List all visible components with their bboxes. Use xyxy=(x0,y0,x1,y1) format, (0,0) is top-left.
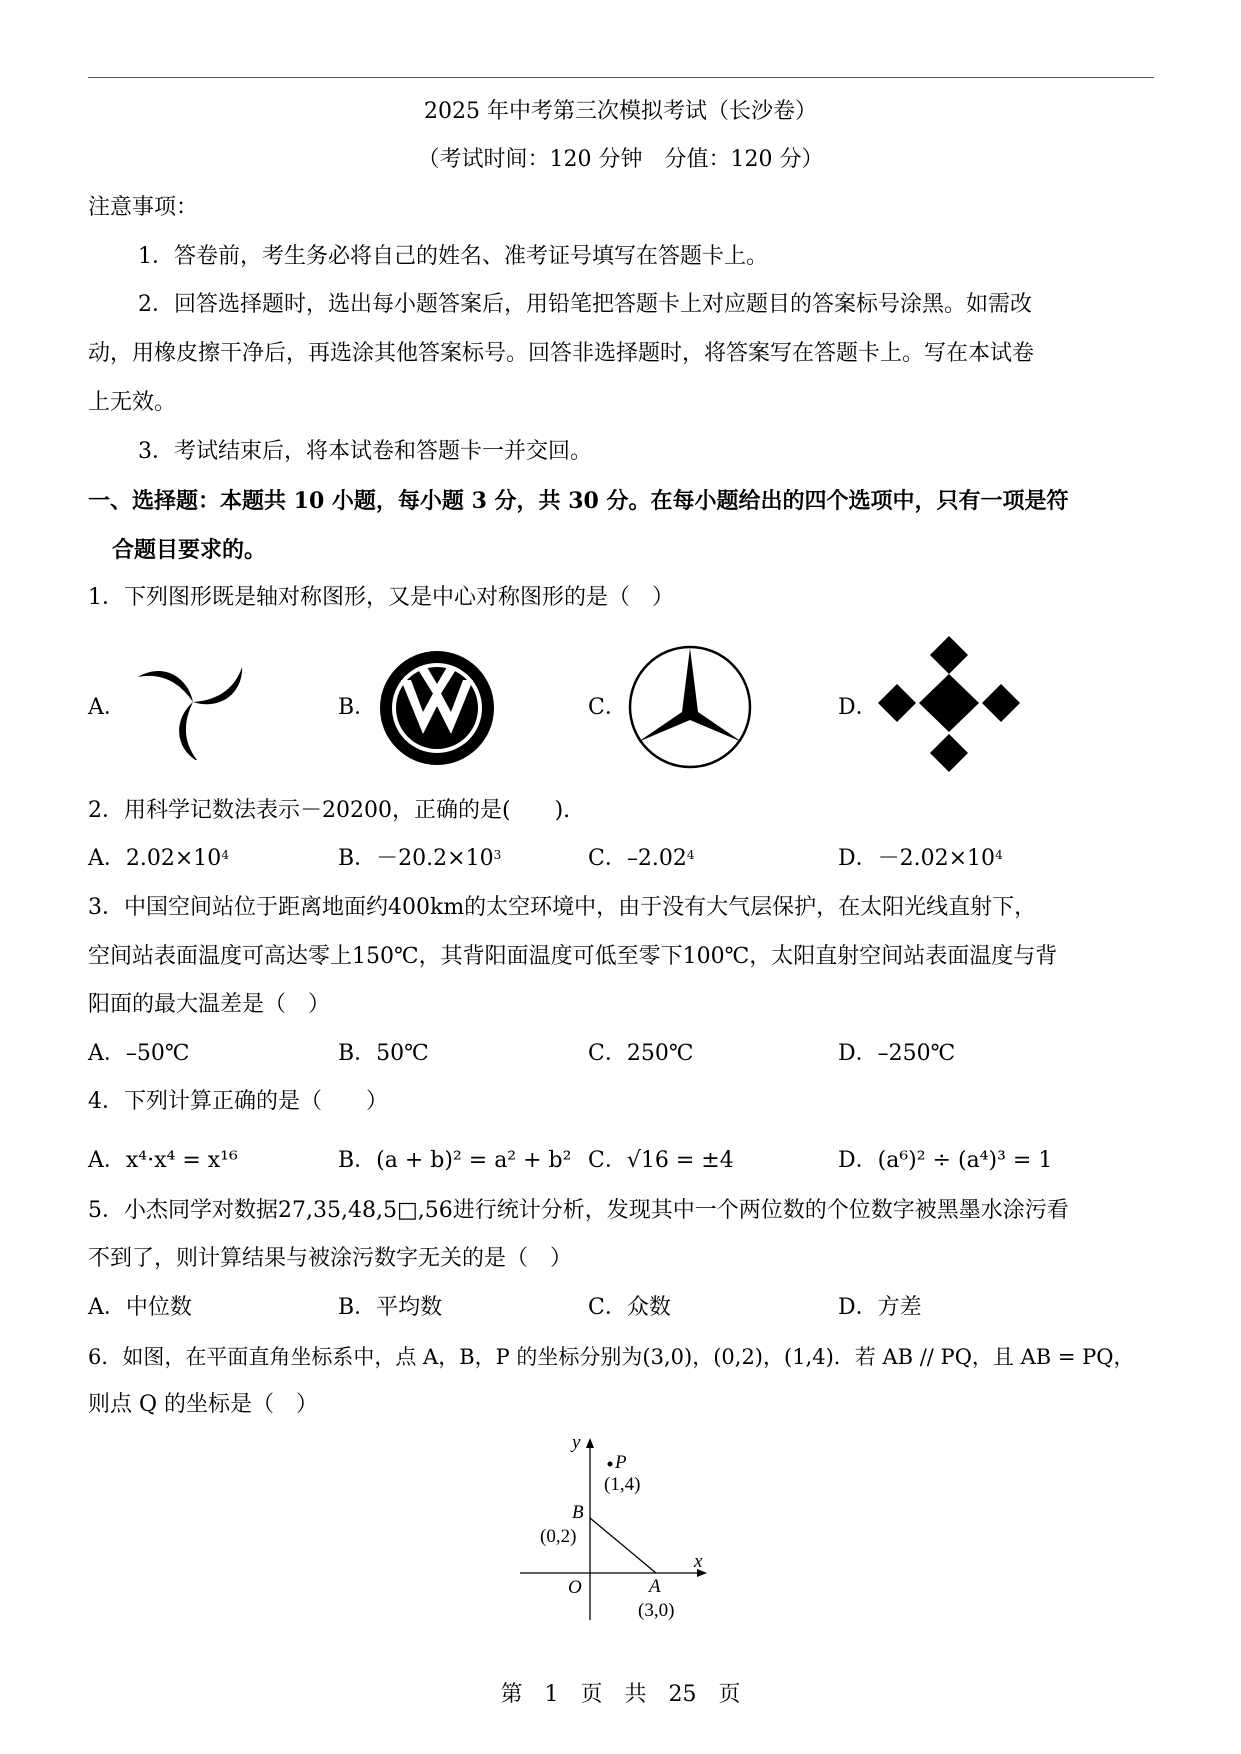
q5-option-b: B．平均数 xyxy=(338,1295,443,1320)
q1-option-b-label: B． xyxy=(338,695,377,720)
y-axis-label: y xyxy=(572,1432,581,1453)
point-b-coord: (0,2) xyxy=(540,1526,577,1547)
q4-stem: 4．下列计算正确的是（ ） xyxy=(88,1089,388,1114)
notice-item-3: 3．考试结束后，将本试卷和答题卡一并交回。 xyxy=(138,439,592,464)
q6-stem-line-1: 6．如图，在平面直角坐标系中，点 A，B，P 的坐标分别为(3,0)，(0,2)，(1,4)．若 AB // PQ，且 AB = PQ， xyxy=(88,1345,1135,1369)
q3-stem-line-1: 3．中国空间站位于距离地面约400km的太空环境中，由于没有大气层保护，在太阳光线直射下， xyxy=(88,895,1037,920)
diamond-pattern-icon xyxy=(878,636,1020,772)
notice-heading: 注意事项： xyxy=(88,195,199,220)
q5-option-a: A．中位数 xyxy=(88,1295,192,1320)
notice-item-2-line-3: 上无效。 xyxy=(88,390,177,415)
q4-option-d: D．(a⁶)² ÷ (a⁴)³ = 1 xyxy=(838,1148,1053,1173)
q3-option-d: D．–250℃ xyxy=(838,1041,956,1066)
page-title: 2025 年中考第三次模拟考试（长沙卷） xyxy=(424,99,817,124)
q1-option-c-label: C． xyxy=(588,695,627,720)
q3-option-c: C．250℃ xyxy=(588,1041,694,1066)
q3-option-a: A．–50℃ xyxy=(88,1041,190,1066)
notice-item-2-line-2: 动，用橡皮擦干净后，再选涂其他答案标号。回答非选择题时，将答案写在答题卡上。写在本试卷 xyxy=(88,341,1035,366)
q5-option-d: D．方差 xyxy=(838,1295,922,1320)
q2-option-b: B．$-20.2\times 10^3$ xyxy=(338,846,502,871)
point-a-label: A xyxy=(649,1576,661,1597)
segment-ab xyxy=(590,1518,656,1573)
origin-label: O xyxy=(568,1577,582,1598)
three-point-star-icon xyxy=(625,642,755,772)
q4-option-c: C．√16 = ±4 xyxy=(588,1148,734,1173)
y-axis-arrow xyxy=(586,1438,594,1448)
page-footer: 第 1 页 共 25 页 xyxy=(500,1682,741,1707)
q5-option-c: C．众数 xyxy=(588,1295,671,1320)
q2-stem: 2．用科学记数法表示－20200，正确的是( ). xyxy=(88,798,571,823)
q2-option-a: A．$2.02\times 10^4$ xyxy=(88,846,229,871)
q3-stem-line-2: 空间站表面温度可高达零上150℃，其背阳面温度可低至零下100℃，太阳直射空间站表面温度与背 xyxy=(88,944,1058,969)
q2-option-d: D．$-2.02\times 10^4$ xyxy=(838,846,1003,871)
point-p xyxy=(608,1462,613,1467)
q1-option-a-label: A． xyxy=(88,695,126,720)
section-heading-line-2: 合题目要求的。 xyxy=(112,537,267,563)
page-subtitle: （考试时间：120 分钟 分值：120 分） xyxy=(417,147,824,172)
coordinate-figure xyxy=(510,1430,725,1635)
q1-stem: 1．下列图形既是轴对称图形，又是中心对称图形的是（ ） xyxy=(88,585,674,610)
point-b-label: B xyxy=(572,1502,584,1523)
q3-stem-line-3: 阳面的最大温差是（ ） xyxy=(88,992,331,1017)
top-rule xyxy=(88,77,1154,78)
vw-logo-icon xyxy=(377,648,497,768)
point-p-coord: (1,4) xyxy=(604,1474,641,1495)
notice-item-1: 1．答卷前，考生务必将自己的姓名、准考证号填写在答题卡上。 xyxy=(138,244,768,269)
q1-option-d-label: D． xyxy=(838,695,878,720)
x-axis-label: x xyxy=(694,1551,703,1572)
q2-option-c: C．–2.02$^4$ xyxy=(588,846,695,871)
section-heading-line-1: 一、选择题：本题共 10 小题，每小题 3 分，共 30 分。在每小题给出的四个选项中，只有一项是符 xyxy=(88,488,1069,514)
q4-option-a: A．x⁴·x⁴ = x¹⁶ xyxy=(88,1148,238,1173)
notice-item-2-line-1: 2．回答选择题时，选出每小题答案后，用铅笔把答题卡上对应题目的答案标号涂黑。如需改 xyxy=(138,292,1033,317)
q3-option-b: B．50℃ xyxy=(338,1041,429,1066)
q4-option-b: B．(a + b)² = a² + b² xyxy=(338,1148,572,1173)
point-p-label: P xyxy=(615,1452,627,1473)
q5-stem-line-1: 5．小杰同学对数据27,35,48,5□,56进行统计分析，发现其中一个两位数的个位数字被黑墨水涂污看 xyxy=(88,1198,1069,1223)
swirl-icon xyxy=(125,640,260,760)
q6-stem-line-2: 则点 Q 的坐标是（ ） xyxy=(88,1392,319,1417)
q5-stem-line-2: 不到了，则计算结果与被涂污数字无关的是（ ） xyxy=(88,1246,573,1271)
point-a-coord: (3,0) xyxy=(638,1600,675,1621)
